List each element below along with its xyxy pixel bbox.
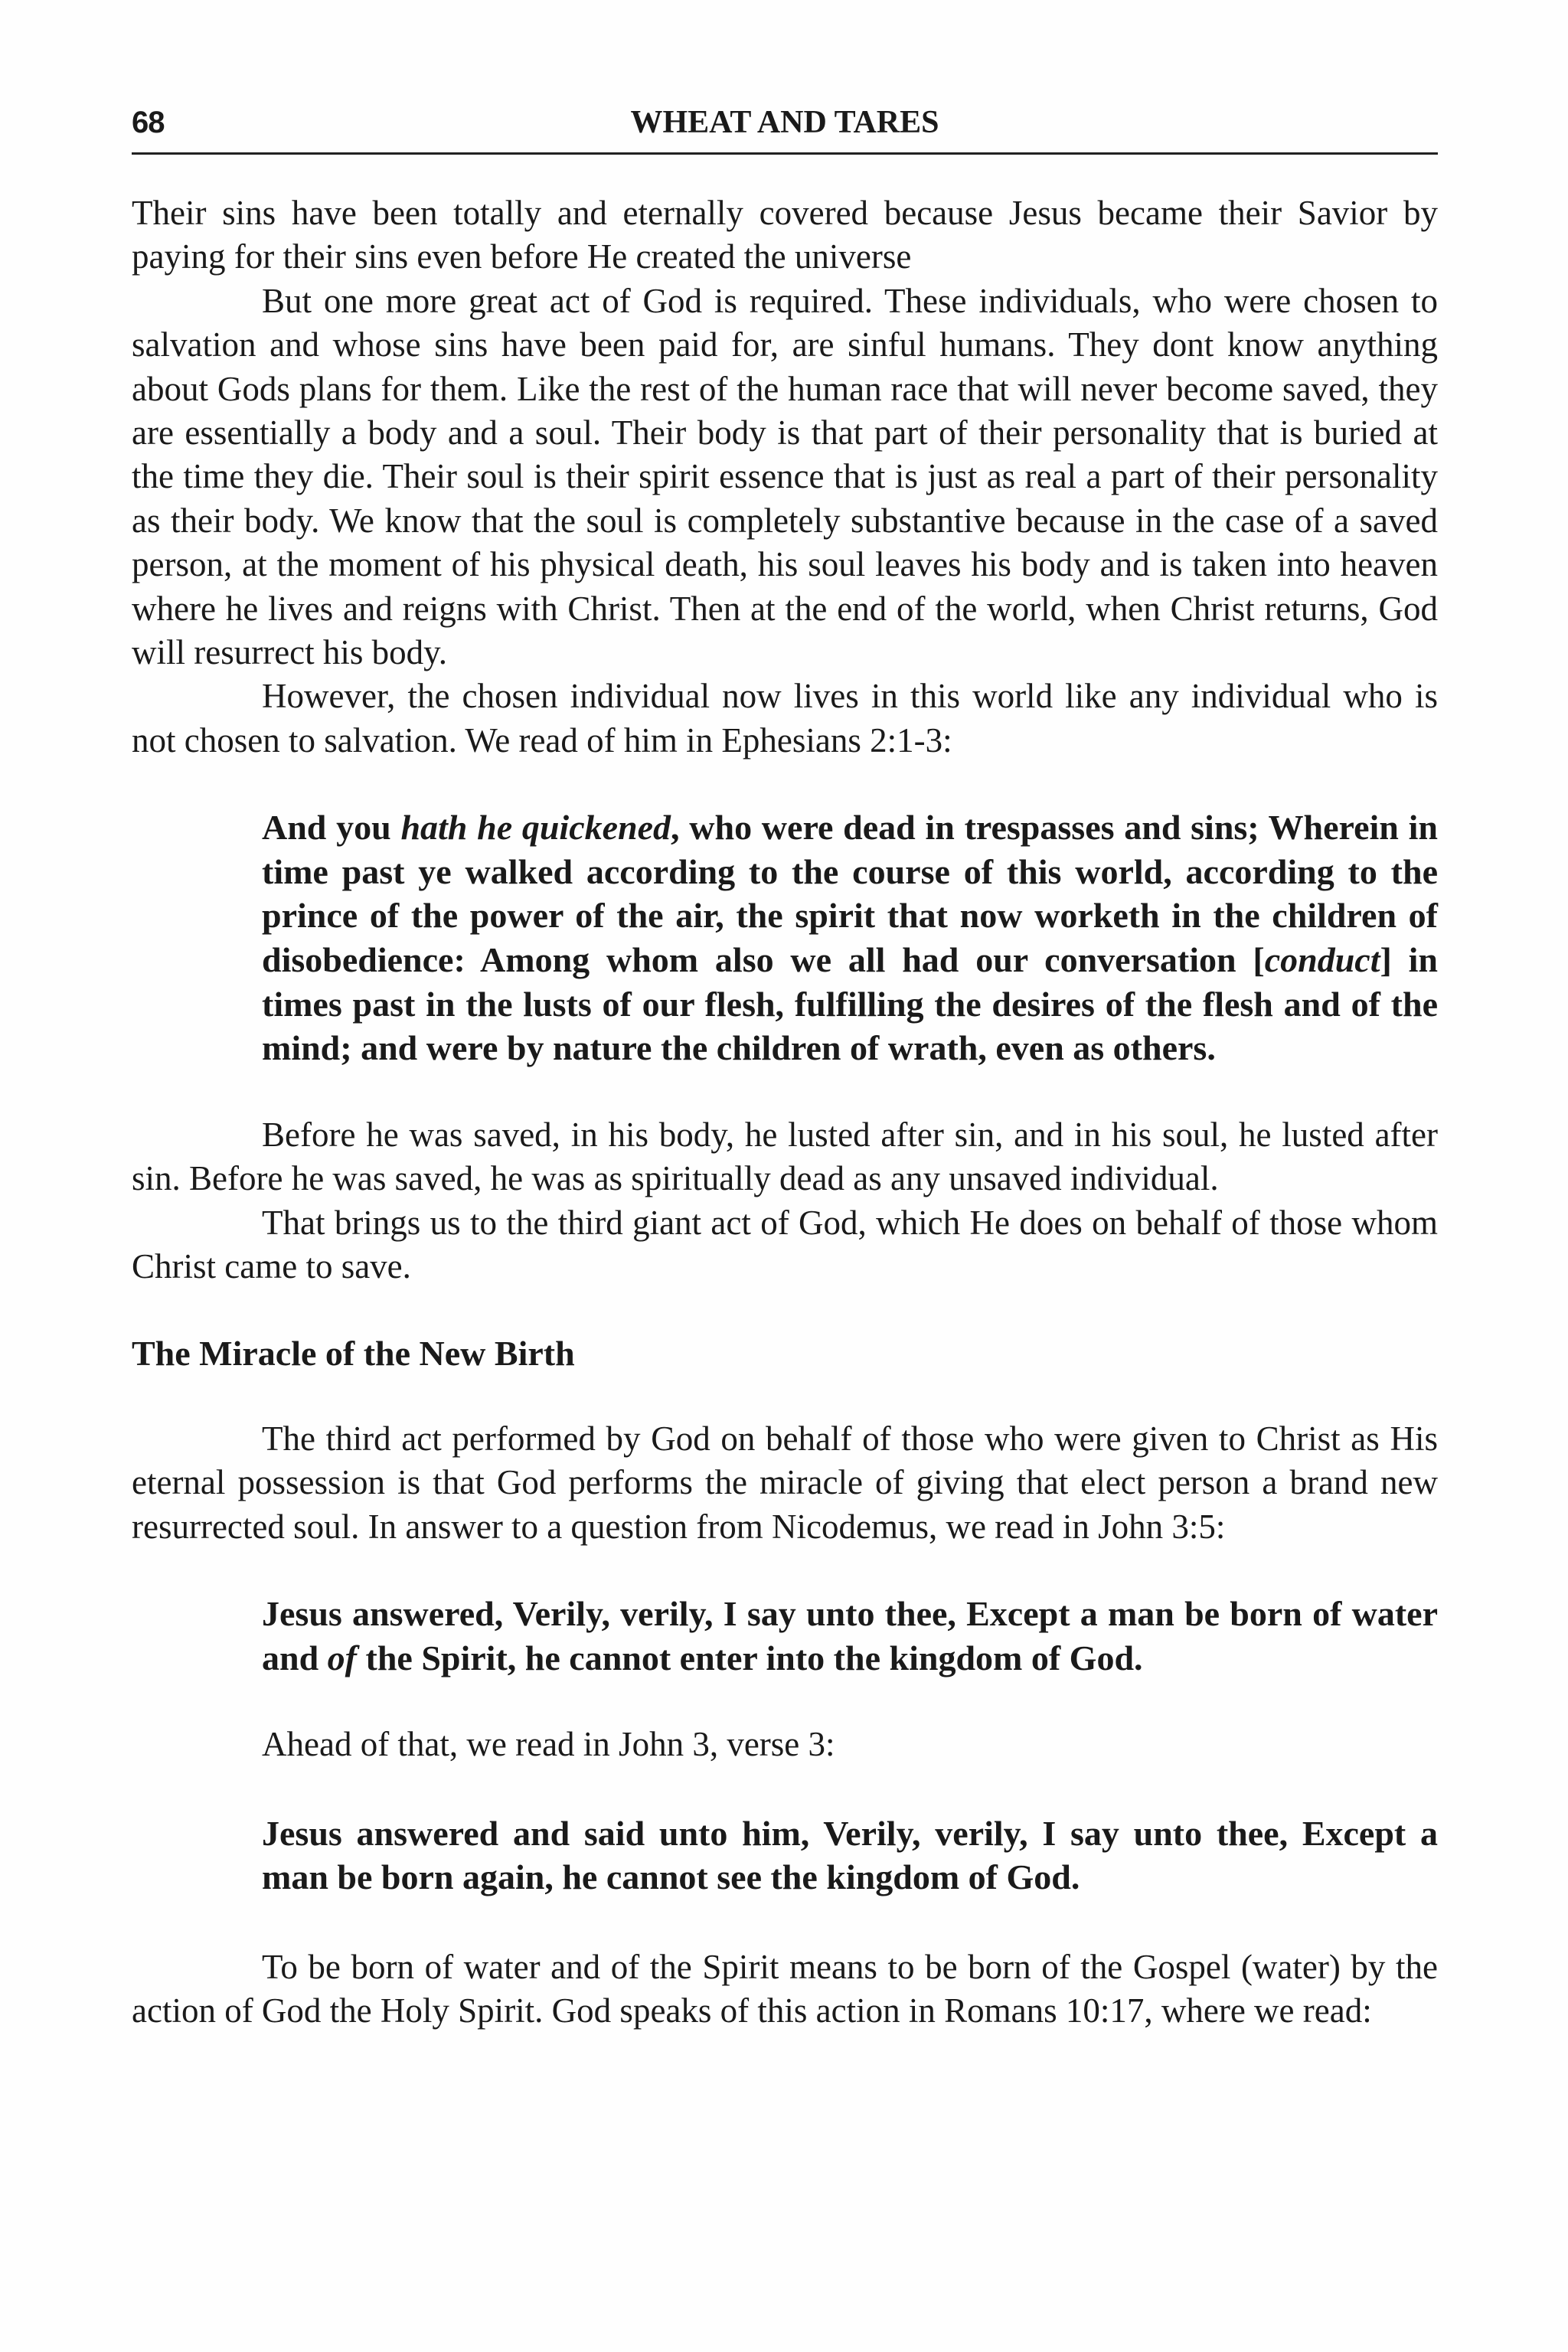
quote-italic-text: hath he quickened [400, 808, 671, 848]
quote-italic-text: of [327, 1638, 357, 1677]
quote-text: Jesus answered, Verily, verily, I say unto thee, Except a man be born of water and [262, 1594, 1438, 1677]
paragraph-chosen-individual: However, the chosen individual now lives in this world like any individual who is not chosen to salvation. We read of him in Ephesians 2:1-3: [132, 677, 1438, 760]
paragraph-born-of-water: To be born of water and of the Spirit means to be born of the Gospel (water) by the action of God the Holy Spirit. God speaks of this action in Romans 10:17, where we read: [132, 1947, 1438, 2030]
quote-text: ] in times past in the lusts of our flesh, fulfilling the desires of the flesh and of the mind; and were by nature the children of wrath, even as others. [262, 940, 1438, 1068]
scripture-quote-john-3-3: Jesus answered and said unto him, Verily, verily, I say unto thee, Except a man be born again, he cannot see the kingdom of God. [262, 1813, 1438, 1897]
paragraph-great-act: But one more great act of God is required. These individuals, who were chosen to salvation and whose sins have been paid for, are sinful humans. They dont know anything about Gods plans for them. Like the rest of the human race that will never become saved, they are essentially a body and a soul. Their body is that part of their personality that is buried at the time they die. Their soul is their spirit essence that is just as real a part of their personality as their body. We know that the soul is completely substantive because in the case of a saved person, at the moment of his physical death, his soul leaves his body and is taken into heaven where he lives and reigns with Christ. Then at the end of the world, when Christ returns, God will resurrect his body. [132, 281, 1438, 672]
section-heading: The Miracle of the New Birth [132, 1334, 575, 1374]
quote-text: And you [262, 808, 401, 848]
paragraph-ahead-of-that: Ahead of that, we read in John 3, verse 3: [262, 1725, 835, 1764]
quote-italic-text: conduct [1264, 940, 1380, 980]
page-number: 68 [132, 106, 165, 139]
paragraph-new-birth: The third act performed by God on behalf of those who were given to Christ as His eternal possession is that God performs the miracle of giving that elect person a brand new resurrected soul. In answer to a question from Nicodemus, we read in John 3:5: [132, 1419, 1438, 1546]
page-header [132, 98, 1438, 155]
quote-text: , who were dead in trespasses and sins; Wherein in time past ye walked according to the course of this world, according to the prince of the power of the air, the spirit that now worketh in the children of disobedience: Among whom also we all had our conversation [ [262, 808, 1438, 980]
page-body [132, 191, 1438, 2034]
running-title: WHEAT AND TARES [630, 105, 939, 140]
paragraph-sins-covered: Their sins have been totally and eternally covered because Jesus became their Savior by paying for their sins even before He created the universe [132, 194, 1438, 276]
paragraph-third-act: That brings us to the third giant act of God, which He does on behalf of those whom Christ came to save. [132, 1203, 1438, 1286]
scripture-quote-john-3-5 [132, 1592, 1438, 1680]
scripture-quote-ephesians [132, 805, 1438, 1070]
quote-text: the Spirit, he cannot enter into the kingdom of God. [357, 1638, 1143, 1677]
paragraph-before-saved: Before he was saved, in his body, he lusted after sin, and in his soul, he lusted after sin. Before he was saved, he was as spiritually dead as any unsaved individual. [132, 1115, 1438, 1198]
